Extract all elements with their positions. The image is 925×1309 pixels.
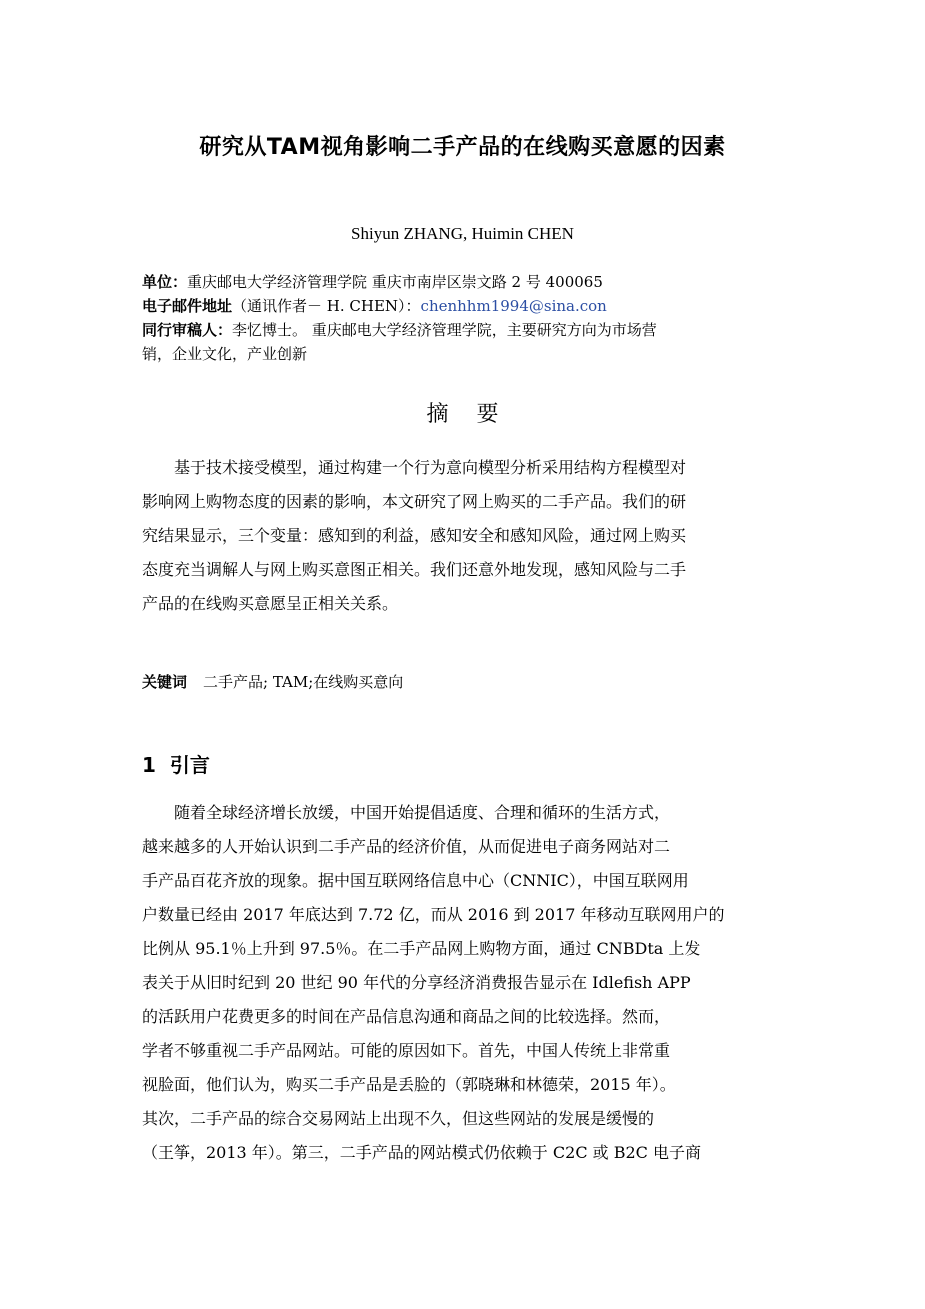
email-label: 电子邮件地址 <box>142 297 233 315</box>
intro-line: 手产品百花齐放的现象。据中国互联网络信息中心（CNNIC），中国互联网用 <box>142 871 689 890</box>
abstract-line: 究结果显示，三个变量：感知到的利益，感知安全和感知风险，通过网上购买 <box>142 526 687 545</box>
reviewer-line-1 <box>142 318 792 342</box>
reviewer-label: 同行审稿人： <box>142 321 233 339</box>
intro-line: 的活跃用户花费更多的时间在产品信息沟通和商品之间的比较选择。然而， <box>142 1007 671 1026</box>
abstract-line: 态度充当调解人与网上购买意图正相关。我们还意外地发现，感知风险与二手 <box>142 560 687 579</box>
abstract-line: 影响网上购物态度的因素的影响，本文研究了网上购买的二手产品。我们的研 <box>142 492 687 511</box>
abstract-line: 产品的在线购买意愿呈正相关关系。 <box>142 594 399 613</box>
email-address: chenhhm1994@sina.con <box>420 297 607 315</box>
keywords-label: 关键词 <box>142 673 188 691</box>
abstract-heading: 摘要 <box>426 402 527 427</box>
keywords-text: 二手产品; TAM;在线购买意向 <box>203 673 404 691</box>
affiliation-label: 单位： <box>142 273 188 291</box>
affiliation-line <box>142 270 792 294</box>
affiliation-text: 重庆邮电大学经济管理学院 重庆市南岸区崇文路 2 号 400065 <box>187 273 603 291</box>
intro-line: 视脸面，他们认为，购买二手产品是丢脸的（郭晓琳和林德荣，2015 年）。 <box>142 1075 676 1094</box>
intro-line: 随着全球经济增长放缓，中国开始提倡适度、合理和循环的生活方式， <box>142 803 671 822</box>
reviewer-block <box>142 318 792 366</box>
section-heading-introduction <box>142 750 210 780</box>
email-line <box>142 294 792 318</box>
paper-title: 研究从TAM视角影响二手产品的在线购买意愿的因素 <box>199 135 726 160</box>
intro-line: 户数量已经由 2017 年底达到 7.72 亿，而从 2016 到 2017 年移动互联网用户的 <box>142 905 725 924</box>
section-title: 引言 <box>169 753 210 777</box>
author-list: Shiyun ZHANG, Huimin CHEN <box>351 224 574 243</box>
intro-line: 表关于从旧时纪到 20 世纪 90 年代的分享经济消费报告显示在 Idlefish APP <box>142 973 691 992</box>
introduction-body <box>142 796 779 1170</box>
intro-line: 其次，二手产品的综合交易网站上出现不久，但这些网站的发展是缓慢的 <box>142 1109 655 1128</box>
intro-line: 比例从 95.1％上升到 97.5％。在二手产品网上购物方面，通过 CNBDta 上发 <box>142 939 701 958</box>
keywords-line <box>142 669 403 695</box>
abstract-line: 基于技术接受模型，通过构建一个行为意向模型分析采用结构方程模型对 <box>142 458 687 477</box>
section-number: 1 <box>142 753 156 777</box>
intro-line: 越来越多的人开始认识到二手产品的经济价值，从而促进电子商务网站对二 <box>142 837 671 856</box>
intro-line: 学者不够重视二手产品网站。可能的原因如下。首先，中国人传统上非常重 <box>142 1041 671 1060</box>
reviewer-text-1: 李忆博士。 重庆邮电大学经济管理学院，主要研究方向为市场营 <box>232 321 657 339</box>
abstract-body <box>142 451 779 621</box>
intro-line: （王筝，2013 年）。第三，二手产品的网站模式仍依赖于 C2C 或 B2C 电子商 <box>142 1143 701 1162</box>
reviewer-line-2: 销，企业文化，产业创新 <box>142 345 308 363</box>
email-note: （通讯作者－ H. CHEN）： <box>232 297 421 315</box>
